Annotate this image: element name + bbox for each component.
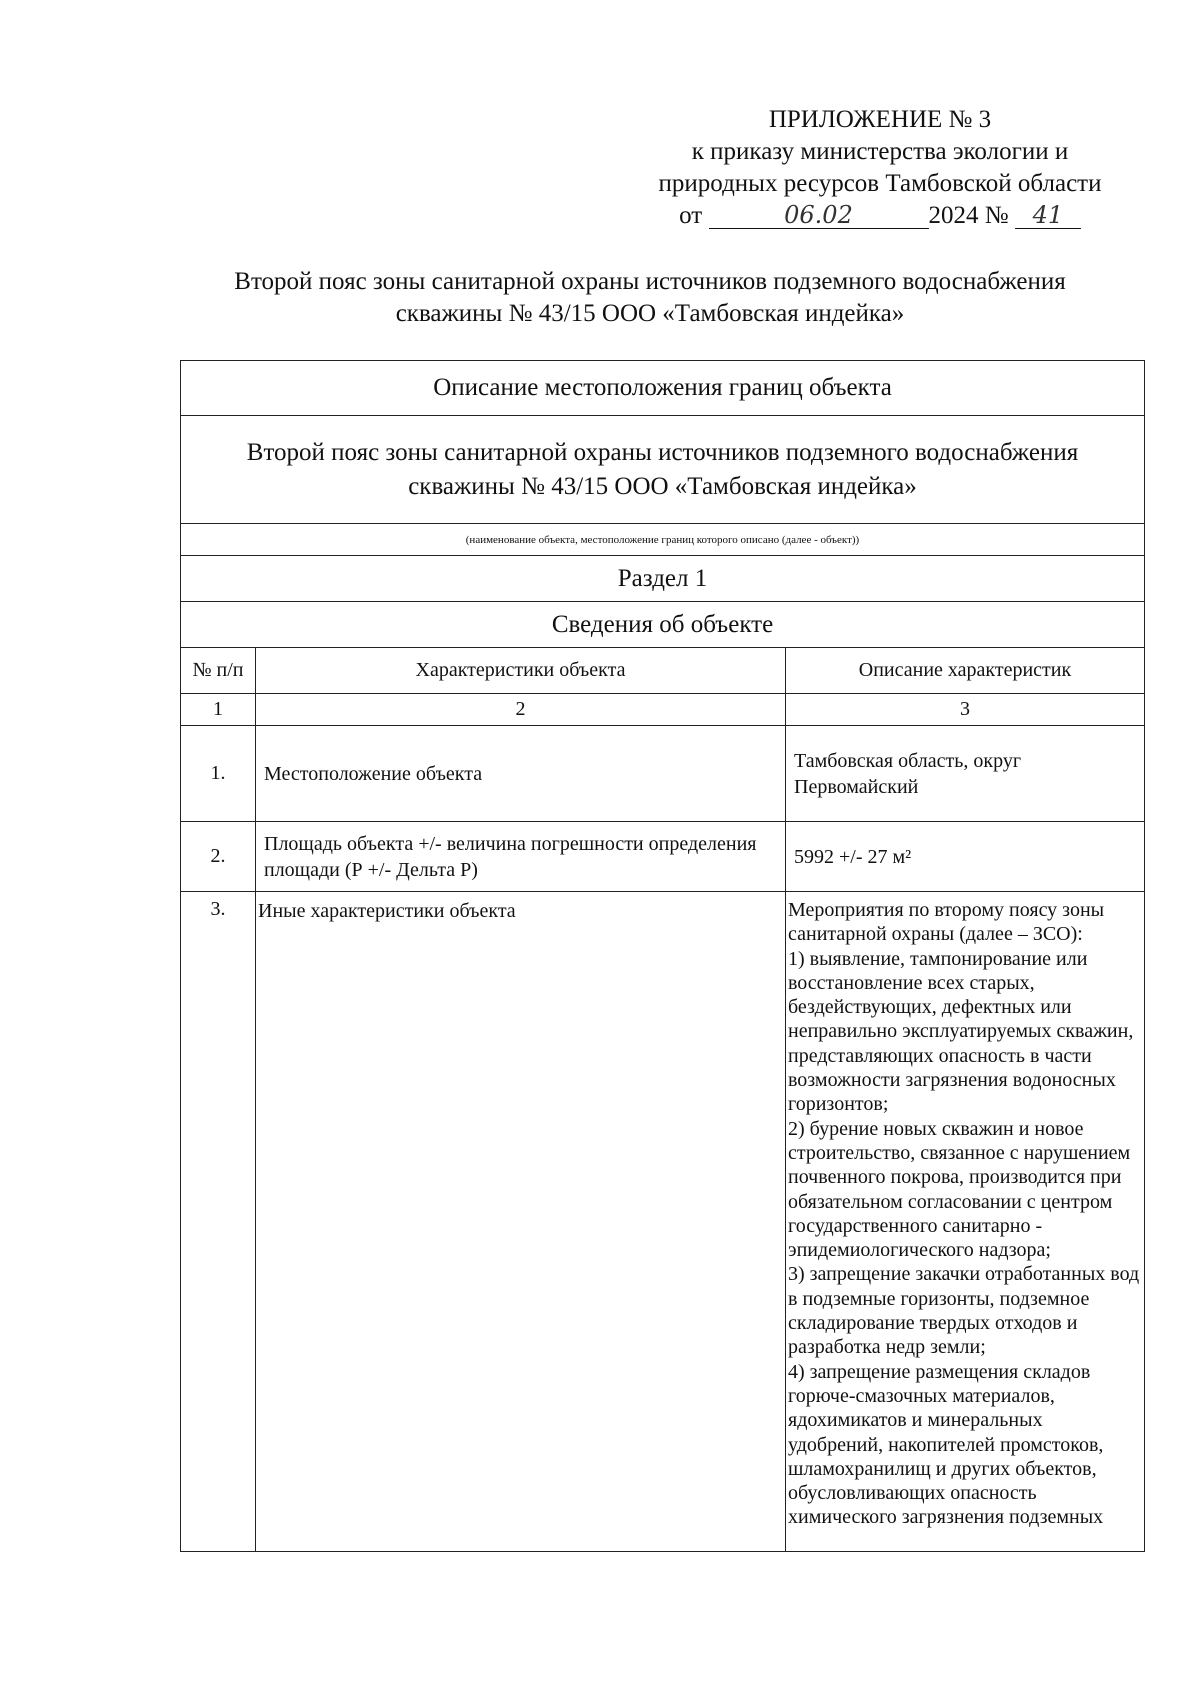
column-index-2: 2 [256,694,786,725]
table-index-row [180,694,1145,726]
handwritten-number: 41 [1015,202,1081,229]
title-line-2: скважины № 43/15 ООО «Тамбовская индейка» [395,300,905,327]
object-name [180,416,1145,524]
description-heading [180,360,1145,416]
row-description: 5992 +/- 27 м² [794,845,912,868]
column-header-characteristic: Характеристики объекта [256,648,786,693]
column-index-1: 1 [181,694,256,725]
row-characteristic: Площадь объекта +/- величина погрешности определения площади (Р +/- Дельта Р) [256,822,786,891]
document-title [160,266,1140,330]
table-row [180,726,1145,822]
row-number: 2. [181,822,256,891]
section-title [180,602,1145,648]
description-heading-text: Описание местоположения границ объекта [433,374,892,401]
table-header-row [180,648,1145,694]
section-title-text: Сведения об объекте [551,610,774,638]
object-note-text: (наименование объекта, местоположение границ которого описано (далее - объект)) [465,533,860,546]
object-name-line-1: Второй пояс зоны санитарной охраны источников подземного водоснабжения [246,438,1079,466]
title-line-1: Второй пояс зоны санитарной охраны источников подземного водоснабжения [234,268,1066,295]
row-description: Мероприятия по второму поясу зоны санитарной охраны (далее – ЗСО): 1) выявление, тампонирование или восстановление всех старых, бездействующих, дефектных или неправильно эксплуатируемых скважин, представляющих опасность в части возможности загрязнения водоносных горизонтов; 2) бурение новых скважин и новое строительство, связанное с нарушением почвенного покрова, производится при обязательном согласовании с центром государственного санитарно - эпидемиологического надзора; 3) запрещение закачки отработанных вод в подземные горизонты, подземное складирование твердых отходов и разработка недр земли; 4) запрещение размещения складов горюче-смазочных материалов, ядохимикатов и минеральных удобрений, накопителей промстоков, шламохранилищ и других объектов, обусловливающих опасность химического загрязнения подземных [788,899,1140,1529]
section-label [180,556,1145,602]
row-number: 3. [181,892,256,1551]
appendix-header [600,104,1160,232]
object-name-line-2: скважины № 43/15 ООО «Тамбовская индейка» [408,472,917,500]
object-note [180,524,1145,556]
handwritten-date: 06.02 [709,202,929,229]
column-header-description: Описание характеристик [858,659,1072,681]
year-label: 2024 № [928,202,1009,229]
table-row [180,892,1145,1552]
order-line-1: к приказу министерства экологии и [691,138,1069,165]
table-row [180,822,1145,892]
row-characteristic: Местоположение объекта [256,726,786,821]
appendix-title: ПРИЛОЖЕНИЕ № 3 [768,106,992,133]
order-date-line [679,200,1081,232]
column-index-3: 3 [960,698,970,720]
row-number: 1. [181,726,256,821]
row-characteristic: Иные характеристики объекта [256,892,786,1551]
row-description: Тамбовская область, округ Первомайский [794,749,1022,798]
order-line-2: природных ресурсов Тамбовской области [658,170,1102,197]
section-label-text: Раздел 1 [617,564,708,592]
date-prefix: от [679,202,703,229]
column-header-number: № п/п [181,648,256,693]
object-table [180,360,1145,1552]
